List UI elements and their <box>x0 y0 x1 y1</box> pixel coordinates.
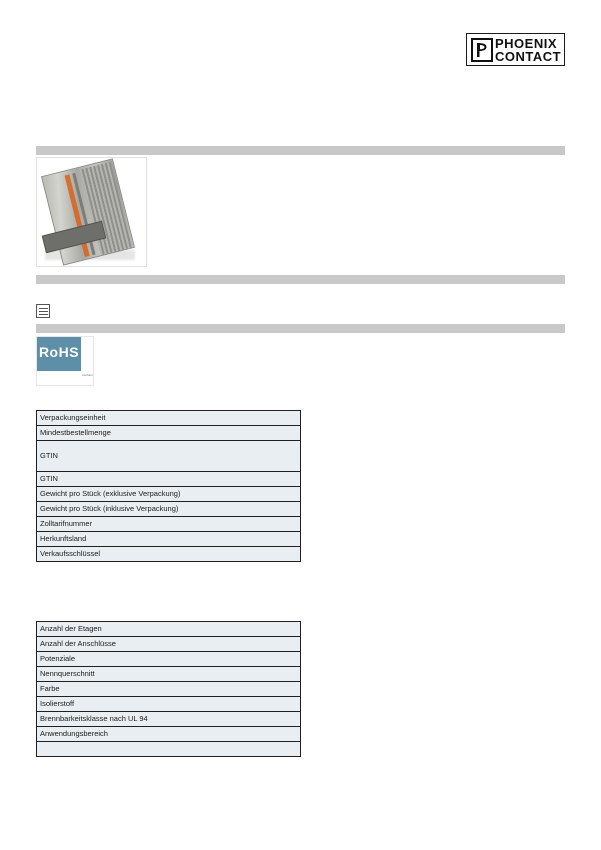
document-icon-line <box>39 314 48 315</box>
table-row <box>37 426 301 441</box>
rohs-compliance-icon <box>36 336 94 386</box>
logo-wordmark <box>495 37 563 63</box>
logo-line-2: CONTACT <box>495 49 562 64</box>
table-cell-label <box>37 742 301 757</box>
table-cell-label: Nennquerschnitt <box>37 667 301 682</box>
table-cell-label: Anzahl der Anschlüsse <box>37 637 301 652</box>
table-row <box>37 517 301 532</box>
document-icon[interactable] <box>36 304 50 318</box>
table-row <box>37 472 301 487</box>
table-row <box>37 487 301 502</box>
phoenix-bird-icon <box>471 38 493 62</box>
properties-table-body <box>37 622 301 757</box>
table-cell-label: Mindestbestellmenge <box>37 426 301 441</box>
table-cell-label: Gewicht pro Stück (inklusive Verpackung) <box>37 502 301 517</box>
table-row <box>37 727 301 742</box>
table-row <box>37 697 301 712</box>
table-row <box>37 712 301 727</box>
table-row <box>37 547 301 562</box>
table-row <box>37 667 301 682</box>
section-bar-top <box>36 146 565 155</box>
table-cell-label: Anwendungsbereich <box>37 727 301 742</box>
table-cell-label: GTIN <box>37 472 301 487</box>
table-row <box>37 502 301 517</box>
rohs-sublabel: conform <box>82 373 93 377</box>
table-row <box>37 622 301 637</box>
table-cell-label: Herkunftsland <box>37 532 301 547</box>
table-row <box>37 652 301 667</box>
table-cell-label: Gewicht pro Stück (exklusive Verpackung) <box>37 487 301 502</box>
rohs-badge-box <box>37 337 81 371</box>
table-cell-label: Brennbarkeitsklasse nach UL 94 <box>37 712 301 727</box>
rohs-label: RoHS <box>38 344 80 360</box>
document-icon-line <box>39 308 48 309</box>
product-properties-table <box>36 621 301 757</box>
table-row <box>37 411 301 426</box>
product-photo <box>36 157 147 267</box>
table-cell-label: Farbe <box>37 682 301 697</box>
table-cell-label: Isolierstoff <box>37 697 301 712</box>
document-icon-line <box>39 311 48 312</box>
packaging-table-body <box>37 411 301 562</box>
table-cell-label: GTIN <box>37 441 301 472</box>
table-row <box>37 637 301 652</box>
section-bar-lower <box>36 324 565 333</box>
phoenix-contact-logo <box>466 33 565 66</box>
section-bar-middle <box>36 275 565 284</box>
table-row <box>37 682 301 697</box>
packaging-data-table <box>36 410 301 562</box>
table-row <box>37 441 301 472</box>
table-cell-label: Zolltarifnummer <box>37 517 301 532</box>
table-cell-label: Verkaufsschlüssel <box>37 547 301 562</box>
table-cell-label: Verpackungseinheit <box>37 411 301 426</box>
table-cell-label: Anzahl der Etagen <box>37 622 301 637</box>
table-row <box>37 742 301 757</box>
logo-line-1: PHOENIX <box>495 36 558 51</box>
table-row <box>37 532 301 547</box>
table-cell-label: Potenziale <box>37 652 301 667</box>
